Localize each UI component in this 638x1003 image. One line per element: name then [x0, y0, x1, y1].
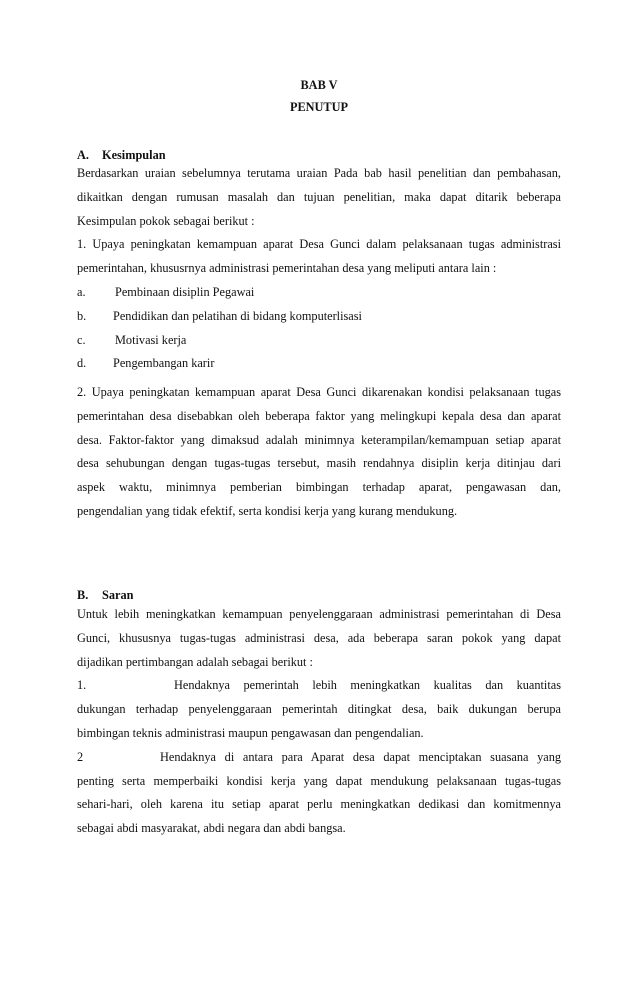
paragraph-line: sebagai abdi masyarakat, abdi negara dan abdi bangsa. — [77, 821, 346, 836]
paragraph-line: desa. Faktor-faktor yang dimaksud adalah minimnya keterampilan/kemampuan setiap aparat — [77, 432, 561, 447]
list-marker: b. — [77, 308, 87, 323]
paragraph-line: Gunci, khususnya tugas-tugas administrasi desa, ada beberapa saran pokok yang dapat — [77, 630, 561, 645]
kesimpulan-point2 — [77, 381, 561, 524]
list-item — [77, 281, 561, 305]
paragraph-line: pemerintahan, khususrnya administrasi pemerintahan desa yang meliputi antara lain : — [77, 261, 497, 276]
list-text: Pendidikan dan pelatihan di bidang komputerlisasi — [113, 308, 362, 323]
paragraph-line: sehari-hari, oleh karena itu setiap aparat perlu meningkatkan dedikasi dan komitmennya — [77, 797, 561, 812]
kesimpulan-number: A. — [77, 148, 89, 162]
saran-item-number: 1. — [77, 678, 87, 693]
paragraph-line: dijadikan pertimbangan adalah sebagai berikut : — [77, 654, 313, 669]
paragraph-line: aspek waktu, minimnya pemberian bimbingan terhadap aparat, pengawasan dan, — [77, 480, 561, 495]
paragraph-line: penting serta memperbaiki kondisi kerja yang dapat mendukung pelaksanaan tugas-tugas — [77, 773, 561, 788]
list-text: Pengembangan karir — [113, 356, 215, 371]
paragraph-line: 2. Upaya peningkatan kemampuan aparat Desa Gunci dikarenakan kondisi pelaksanaan tugas — [77, 385, 561, 399]
saran-item-1-first-line — [77, 674, 561, 698]
list-item — [77, 305, 561, 329]
paragraph-line: Untuk lebih meningkatkan kemampuan penyelenggaraan administrasi pemerintahan di Desa — [77, 607, 561, 621]
kesimpulan-title: Kesimpulan — [102, 148, 166, 162]
paragraph-line: Kesimpulan pokok sebagai berikut : — [77, 213, 255, 228]
saran-heading — [77, 588, 133, 603]
list-text: Motivasi kerja — [115, 332, 187, 347]
list-item — [77, 329, 561, 353]
paragraph-line: dukungan terhadap penyelenggaraan pemerintah ditingkat desa, baik dukungan berupa — [77, 702, 561, 717]
kesimpulan-heading — [77, 148, 166, 163]
saran-item-2-first-line — [77, 746, 561, 770]
saran-body — [77, 603, 561, 841]
list-marker: c. — [77, 332, 86, 347]
list-marker: d. — [77, 356, 87, 371]
paragraph-line: pengendalian yang tidak efektif, serta kondisi kerja yang kurang mendukung. — [77, 503, 458, 518]
chapter-title: PENUTUP — [289, 100, 349, 114]
list-marker: a. — [77, 284, 86, 299]
chapter-number: BAB V — [300, 78, 338, 92]
saran-item-text: Hendaknya pemerintah lebih meningkatkan kualitas dan kuantitas — [174, 678, 561, 693]
paragraph-line: dikaitkan dengan rumusan masalah dan tujuan penelitian, maka dapat ditarik beberapa — [77, 189, 561, 204]
paragraph-line: 1. Upaya peningkatan kemampuan aparat Desa Gunci dalam pelaksanaan tugas administrasi — [77, 237, 561, 252]
paragraph-line: pemerintahan desa disebabkan oleh beberapa faktor yang melingkupi kepala desa dan aparat — [77, 408, 561, 423]
kesimpulan-body — [77, 162, 561, 376]
saran-title: Saran — [102, 588, 134, 602]
paragraph-line: desa sehubungan dengan tugas-tugas tersebut, masih rendahnya disiplin kerja ditinjau dari — [77, 456, 561, 471]
saran-item-number: 2 — [77, 749, 84, 764]
list-text: Pembinaan disiplin Pegawai — [115, 284, 255, 299]
paragraph-line: bimbingan teknis administrasi maupun pengawasan dan pengendalian. — [77, 725, 424, 740]
list-item — [77, 352, 561, 376]
saran-number: B. — [77, 588, 89, 602]
saran-item-text: Hendaknya di antara para Aparat desa dapat menciptakan suasana yang — [160, 749, 561, 764]
paragraph-line: Berdasarkan uraian sebelumnya terutama uraian Pada bab hasil penelitian dan pembahasan, — [77, 166, 561, 180]
